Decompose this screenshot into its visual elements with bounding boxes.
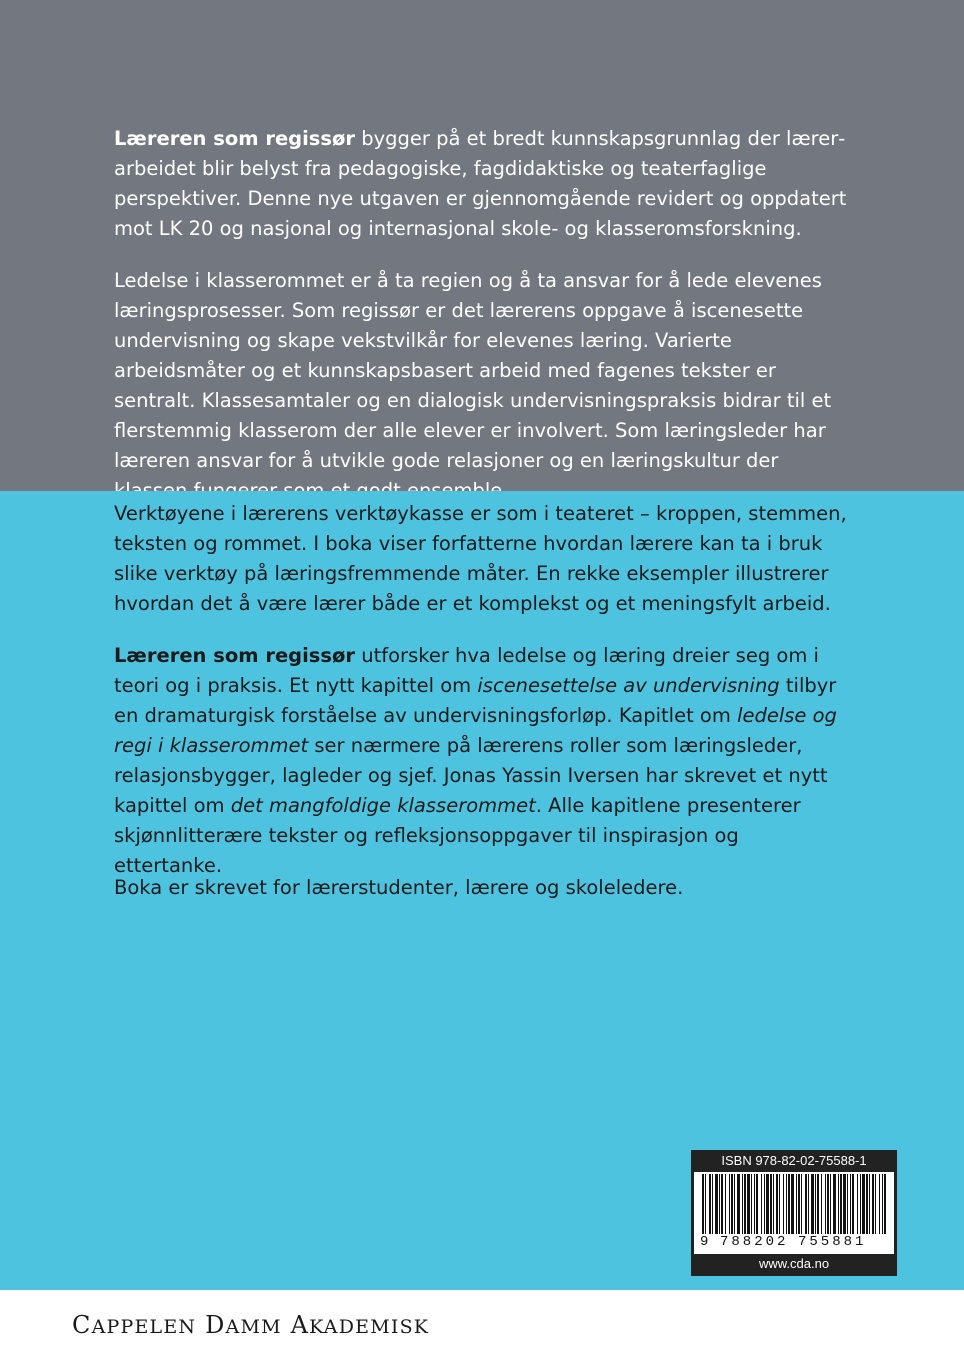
content-text-3: ser nærmere på lærerens roller som læringsleder, relasjonsbygger, lagleder og sjef. Jonas Yassin Iversen har skrevet et nytt kapittel om <box>114 734 828 817</box>
barcode-digits-left: 788202 <box>720 1234 789 1250</box>
barcode-bar <box>830 1174 831 1234</box>
publisher-url: www.cda.no <box>758 1256 830 1271</box>
chapter-title-2: ledelse og regi i klasserommet <box>114 704 837 757</box>
logo-letter: D <box>205 1311 226 1339</box>
barcode-bar <box>709 1174 711 1234</box>
barcode-bar <box>725 1174 726 1234</box>
logo-word: AMM <box>225 1316 282 1338</box>
barcode-bar <box>764 1174 765 1234</box>
barcode-bar <box>882 1174 883 1234</box>
barcode-bar <box>715 1174 718 1234</box>
audience-paragraph: Boka er skrevet for lærerstudenter, lærere og skoleledere. <box>114 876 684 899</box>
barcode-bars <box>702 1174 886 1234</box>
barcode-bar <box>734 1174 735 1234</box>
barcode-bar <box>840 1174 842 1234</box>
barcode-digits-right: 755881 <box>798 1234 867 1250</box>
barcode-bar <box>776 1174 778 1234</box>
chapter-title-3: det mangfoldige klasserommet <box>230 794 536 817</box>
barcode-bar <box>705 1174 706 1234</box>
isbn-label: ISBN 978-82-02-75588-1 <box>721 1153 867 1168</box>
book-title-bold: Læreren som regissør <box>114 644 356 667</box>
intro-paragraph <box>114 124 849 244</box>
barcode-bar <box>737 1174 740 1234</box>
book-title-bold: Læreren som regissør <box>114 127 356 150</box>
barcode-bar <box>857 1174 858 1234</box>
logo-word: APPELEN <box>91 1316 197 1338</box>
barcode-bar <box>872 1174 874 1234</box>
barcode-bar <box>825 1174 826 1234</box>
leadership-paragraph: Ledelse i klasserommet er å ta regien og å ta ansvar for å lede elevenes læringsprosesser. Som regissør er det lærerens oppgave å iscenesette undervisning og skape vekstvilkår for elevenes læring. Varierte arbeidsmåter og et kunnskapsbasert arbeid med fagenes tekster er sentralt. Klassesamtaler og en dialogisk undervisningspraksis bidrar til et flerstemmig klasserom der alle elever er involvert. Som læringsleder har læreren ansvar for å utvikle gode relasjoner og en læringskultur der <box>114 269 832 472</box>
barcode-bar <box>742 1174 743 1234</box>
barcode-bar <box>773 1174 774 1234</box>
barcode-bar <box>860 1174 861 1234</box>
barcode-bar <box>843 1174 846 1234</box>
barcode-bar <box>817 1174 819 1234</box>
logo-word: KADEMISK <box>309 1316 430 1338</box>
chapter-title-1: iscenesettelse av undervisning <box>477 674 780 697</box>
barcode-bar <box>779 1174 780 1234</box>
barcode-bar <box>815 1174 816 1234</box>
barcode-bar <box>798 1174 800 1234</box>
logo-letter: C <box>72 1311 92 1339</box>
isbn-barcode-block <box>691 1150 897 1276</box>
barcode-bar <box>719 1174 720 1234</box>
content-text-1: utforsker hva ledelse og læring dreier seg om i teori og i praksis. Et nytt kapittel om <box>114 644 819 697</box>
barcode-digit-first: 9 <box>700 1234 709 1250</box>
intro-text: bygger på et bredt kunnskapsgrunnlag der lærerarbeidet blir belyst fra pedagogiske, fagdidaktiske og teaterfaglige perspektiver. Denne nye utgaven er gjennomgående revidert og oppdatert mot LK 20 og nasjonal og internasjonal skole- og klasseromsforskning. <box>114 127 847 240</box>
barcode-bar <box>783 1174 784 1234</box>
tools-paragraph: Verktøyene i lærerens verktøykasse er som i teateret – kroppen, stemmen, teksten og rommet. I boka viser forfatterne hvordan lærere kan ta i bruk slike verktøy på læringsfremmende måter. En rekke eksempler illustrerer hvordan det å være lærer både er et komplekst og et meningsfylt arbeid. <box>114 502 847 615</box>
barcode-bar <box>852 1174 854 1234</box>
barcode-digits <box>694 1234 894 1252</box>
barcode-bar <box>712 1174 713 1234</box>
barcode-bar <box>702 1174 704 1234</box>
barcode-bar <box>754 1174 755 1234</box>
content-text-2: tilbyr en dramaturgisk forståelse av undervisningsforløp. Kapitlet om <box>114 674 837 727</box>
logo-letter: A <box>290 1311 310 1339</box>
barcode-bar <box>847 1174 848 1234</box>
barcode-area <box>694 1172 894 1254</box>
barcode-bar <box>796 1174 797 1234</box>
barcode-bar <box>761 1174 762 1234</box>
barcode-bar <box>721 1174 723 1234</box>
barcode-bar <box>805 1174 807 1234</box>
content-paragraph <box>114 641 849 881</box>
publisher-logo <box>72 1311 429 1339</box>
barcode-bar <box>838 1174 839 1234</box>
barcode-bar <box>866 1174 868 1234</box>
barcode-bar <box>869 1174 870 1234</box>
barcode-bar <box>801 1174 802 1234</box>
barcode-bar <box>744 1174 746 1234</box>
barcode-bar <box>862 1174 865 1234</box>
barcode-bar <box>766 1174 769 1234</box>
barcode-bar <box>791 1174 794 1234</box>
barcode-bar <box>879 1174 880 1234</box>
barcode-bar <box>875 1174 876 1234</box>
barcode-bar <box>808 1174 809 1234</box>
barcode-bar <box>827 1174 829 1234</box>
barcode-bar <box>786 1174 787 1234</box>
barcode-bar <box>731 1174 733 1234</box>
barcode-bar <box>884 1174 886 1234</box>
barcode-bar <box>751 1174 752 1234</box>
barcode-bar <box>770 1174 772 1234</box>
barcode-bar <box>729 1174 730 1234</box>
barcode-bar <box>747 1174 750 1234</box>
barcode-bar <box>811 1174 814 1234</box>
barcode-bar <box>821 1174 822 1234</box>
barcode-bar <box>756 1174 758 1234</box>
barcode-bar <box>850 1174 851 1234</box>
upper-grey-panel <box>0 0 964 491</box>
barcode-bar <box>833 1174 836 1234</box>
content-text-4: . Alle kapitlene presenterer skjønnlitterære tekster og refleksjonsoppgaver til inspirasjon og ettertanke. <box>114 794 801 877</box>
barcode-bar <box>788 1174 790 1234</box>
